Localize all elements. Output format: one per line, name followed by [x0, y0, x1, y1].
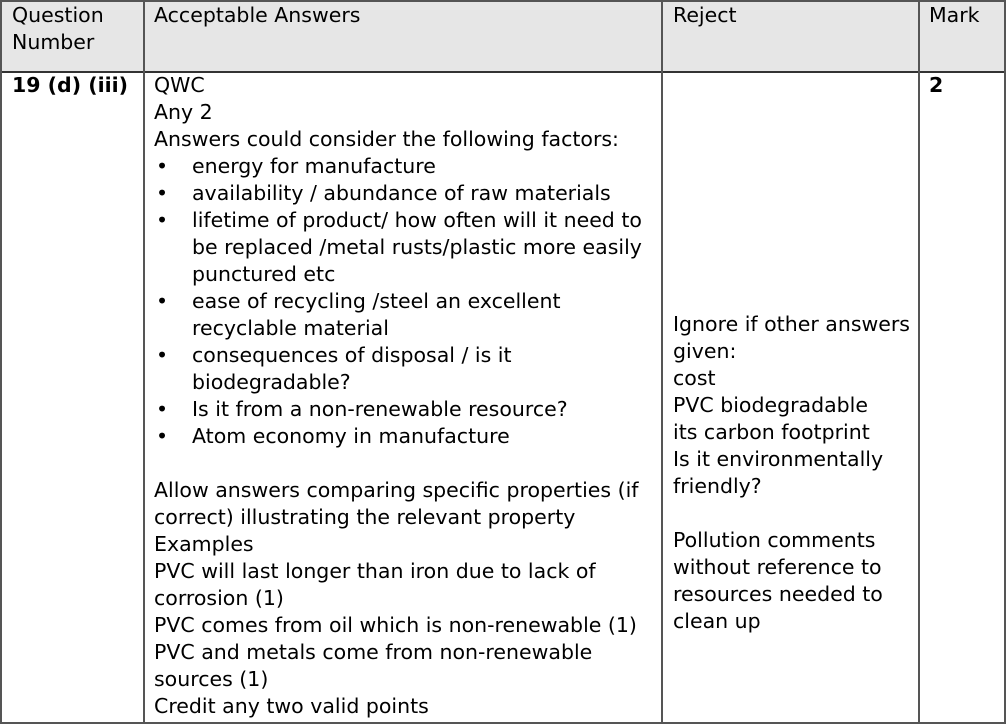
reject-item: Is it environmentally friendly? [673, 447, 884, 498]
examples-label: Examples [154, 532, 254, 556]
reject-item: its carbon footprint [673, 420, 870, 444]
table-border-left [0, 0, 2, 724]
list-item: • availability / abundance of raw materials [154, 180, 654, 207]
list-item: • lifetime of product/ how often will it need to be replaced /metal rusts/plastic more easily punctured etc [154, 207, 654, 288]
allow-text: Allow answers comparing specific properties (if correct) illustrating the relevant property [154, 478, 639, 529]
list-item: • consequences of disposal / is it biodegradable? [154, 342, 654, 396]
spacer [673, 500, 913, 527]
reject-ignore: Ignore if other answers given: [673, 312, 910, 363]
example-item: PVC will last longer than iron due to lack of corrosion (1) [154, 559, 596, 610]
mark-value: 2 [929, 73, 944, 97]
list-item: • Is it from a non-renewable resource? [154, 396, 654, 423]
acceptable-answers-cell [154, 72, 654, 720]
spacer [154, 450, 654, 477]
list-item: • energy for manufacture [154, 153, 654, 180]
factors-list [154, 153, 654, 450]
header-mark: Mark [929, 3, 980, 27]
reject-item: PVC biodegradable [673, 393, 868, 417]
reject-item: cost [673, 366, 716, 390]
list-item: • ease of recycling /steel an excellent recyclable material [154, 288, 654, 342]
factors-intro: Answers could consider the following factors: [154, 127, 619, 151]
qwc-label: QWC [154, 73, 205, 97]
column-divider-1 [143, 0, 145, 724]
example-item: PVC comes from oil which is non-renewable (1) [154, 613, 637, 637]
column-divider-3 [918, 0, 920, 724]
list-item: • Atom economy in manufacture [154, 423, 654, 450]
example-item: PVC and metals come from non-renewable sources (1) [154, 640, 593, 691]
reject-cell [673, 311, 913, 635]
header-reject: Reject [673, 3, 737, 27]
any-two-label: Any 2 [154, 100, 213, 124]
reject-pollution: Pollution comments without reference to resources needed to clean up [673, 528, 883, 633]
question-number: 19 (d) (iii) [12, 73, 129, 97]
header-question-number: Question Number [12, 3, 104, 54]
credit-text: Credit any two valid points [154, 694, 429, 718]
column-divider-2 [661, 0, 663, 724]
header-acceptable-answers: Acceptable Answers [154, 3, 361, 27]
